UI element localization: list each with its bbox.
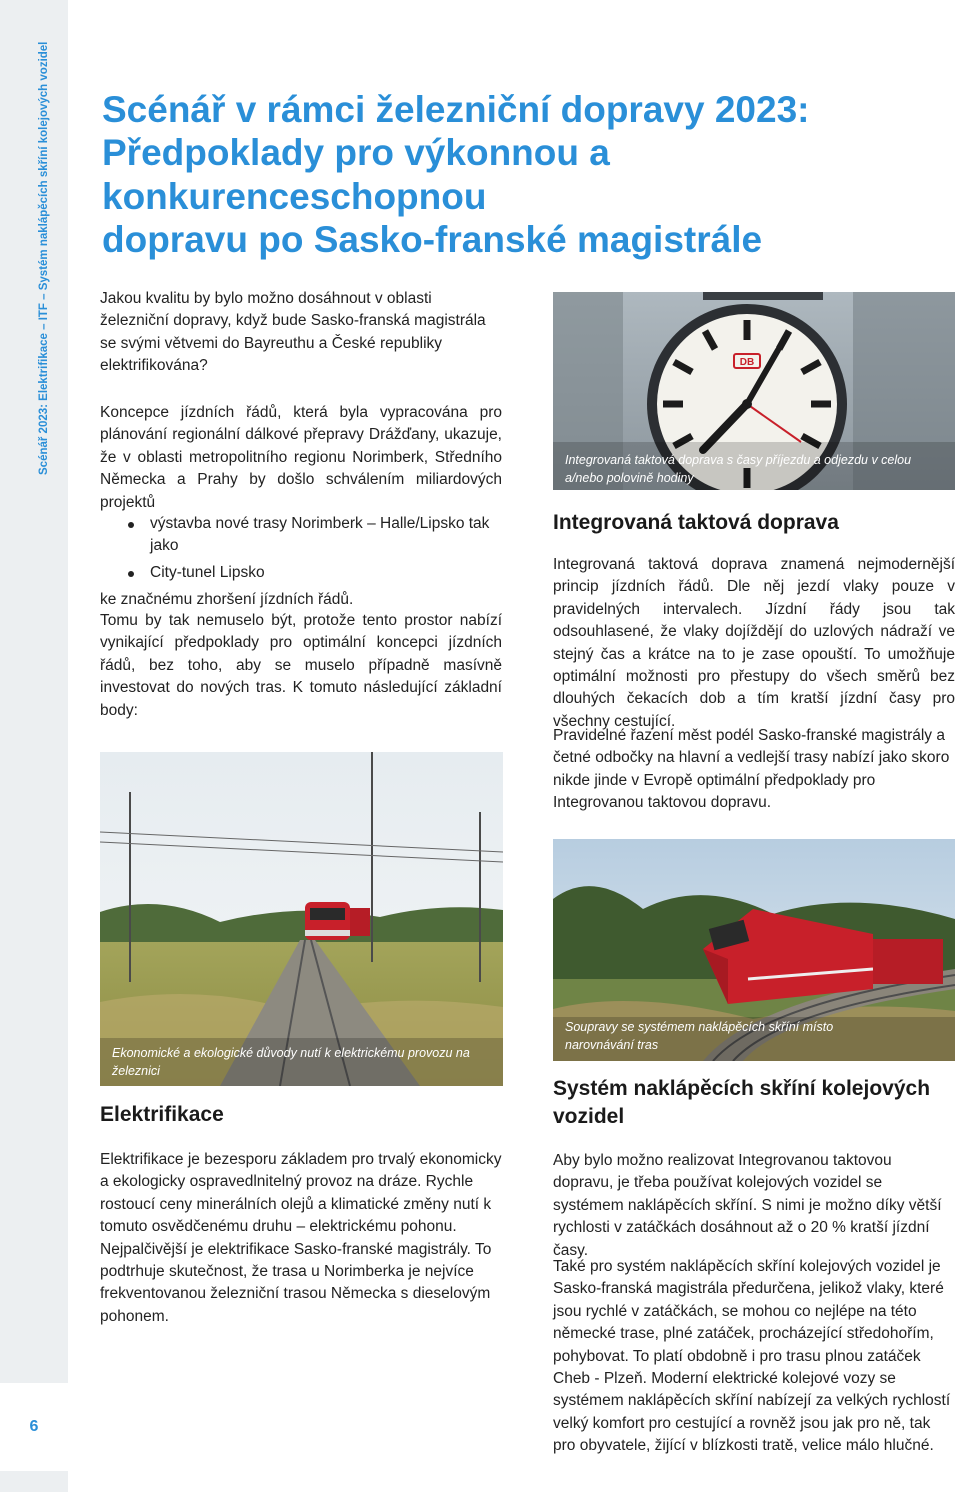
intro-concept: Koncepce jízdních řádů, která byla vypracována pro plánování regionální dálkové přepravy Drážďany, ukazuje, že v oblasti metropolitního regionu Norimberk, Středního Německa a Prahy by došlo schválením miliardových projektů (100, 404, 502, 511)
station-clock-photo (553, 292, 955, 490)
train-curve-photo (553, 839, 955, 1061)
intro-after-bullets: ke značnému zhoršení jízdních řádů. (100, 591, 354, 608)
electrification-heading: Elektrifikace (100, 1103, 224, 1126)
title-line-2: Předpoklady pro výkonnou a konkurenceschopnou (102, 132, 610, 217)
train-field-photo (100, 752, 503, 1086)
itf-paragraph-1: Integrovaná taktová doprava znamená nejmodernější princip jízdních řádů. Dle něj jezdí vlaky pouze v pravidelných intervalech. Jízdní řády jsou tak odsouhlasené, že vlaky dojíždějí do uzlových nádraží ve stejný čas a krátce na to je zase opouští. To umožňuje optimální možnosti pro přestupy do všech směrů bez dlouhých čekacích dob a tím kratší jízdní časy pro všechny cestující. (553, 556, 955, 730)
project-list (100, 513, 500, 588)
intro-question: Jakou kvalitu by bylo možno dosáhnout v oblasti železniční dopravy, když bude Sasko-franská magistrála se svými větvemi do Bayreuthu a České republiky elektrifikována? (100, 290, 486, 375)
tilting-paragraph-2: Také pro systém naklápěcích skříní kolejových vozidel je Sasko-franská magistrála předurčena, jelikož vlaky, které jsou rychlé v zatáčkách, se mohou co nejlépe na této německé trase, plné zatáček, procházející středohořím, pohybovat. To platí obdobně i pro trasu plnou zatáček Cheb - Plzeň. Moderní elektrické kolejové vozy se systémem naklápěcích skříní nabízejí za velkých rychlostí velký komfort pro cestující a rovněž jsou jak pro ně, tak pro obyvatele, žijící v blízkosti tratě, velice málo hlučné. (553, 1258, 951, 1455)
electrification-paragraph: Elektrifikace je bezesporu základem pro trvalý ekonomicky a ekologicky ospravedlnitelný provoz na dráze. Rychle rostoucí ceny minerálních olejů a klimatické změny nutí k tomuto osvědčenému druhu – elektrickému pohonu. Nejpalčivější je elektrifikace Sasko-franské magistrály. To podtrhuje skutečnost, že trasa u Norimberka je nejvíce frekventovanou železniční trasou Německa s dieselovým pohonem. (100, 1151, 502, 1325)
bullet-icon (128, 522, 134, 528)
running-header: Scénář 2023: Elektrifikace – ITF – Systém naklápěcích skříní kolejových vozidel (38, 41, 50, 475)
title-line-1: Scénář v rámci železniční dopravy 2023: (102, 89, 810, 130)
intro-conclusion: Tomu by tak nemuselo být, protože tento prostor nabízí vynikající předpoklady pro optimální koncepci jízdních řádů, bez toho, aby se muselo případně masívně investovat do nových tras. K tomuto následující základní body: (100, 612, 502, 719)
tilting-paragraph-1: Aby bylo možno realizovat Integrovanou taktovou dopravu, je třeba používat kolejových vozidel se systémem naklápěcích skříní. S nimi je možno díky větší rychlosti v zatáčkách dosáhnout až o 20 % kratší jízdní časy. (553, 1152, 942, 1259)
tilting-heading: Systém naklápěcích skříní kolejových vozidel (553, 1077, 931, 1128)
list-item: City-tunel Lipsko (100, 562, 500, 584)
photo-caption: Ekonomické a ekologické důvody nutí k elektrickému provozu na železnici (112, 1046, 470, 1078)
bullet-icon (128, 571, 134, 577)
db-logo: DB (739, 357, 755, 368)
sidebar (0, 0, 68, 1492)
photo-caption: Soupravy se systémem naklápěcích skříní místo narovnávání tras (565, 1020, 834, 1052)
itf-paragraph-2: Pravidelné řazení měst podél Sasko-franské magistrály a četné odbočky na hlavní a vedlejší trasy nabízí jako skoro nikde jinde v Evropě optimální předpoklady pro Integrovanou taktovou dopravu. (553, 727, 950, 812)
list-item: výstavba nové trasy Norimberk – Halle/Lipsko tak jako (100, 513, 500, 558)
title-line-3: dopravu po Sasko-franské magistrále (102, 218, 763, 260)
photo-caption: Integrovaná taktová doprava s časy příjezdu a odjezdu v celou a/nebo polovině hodiny (565, 453, 912, 485)
page-title (102, 88, 922, 261)
itf-heading: Integrovaná taktová doprava (553, 511, 839, 534)
page-number: 6 (0, 1383, 68, 1471)
